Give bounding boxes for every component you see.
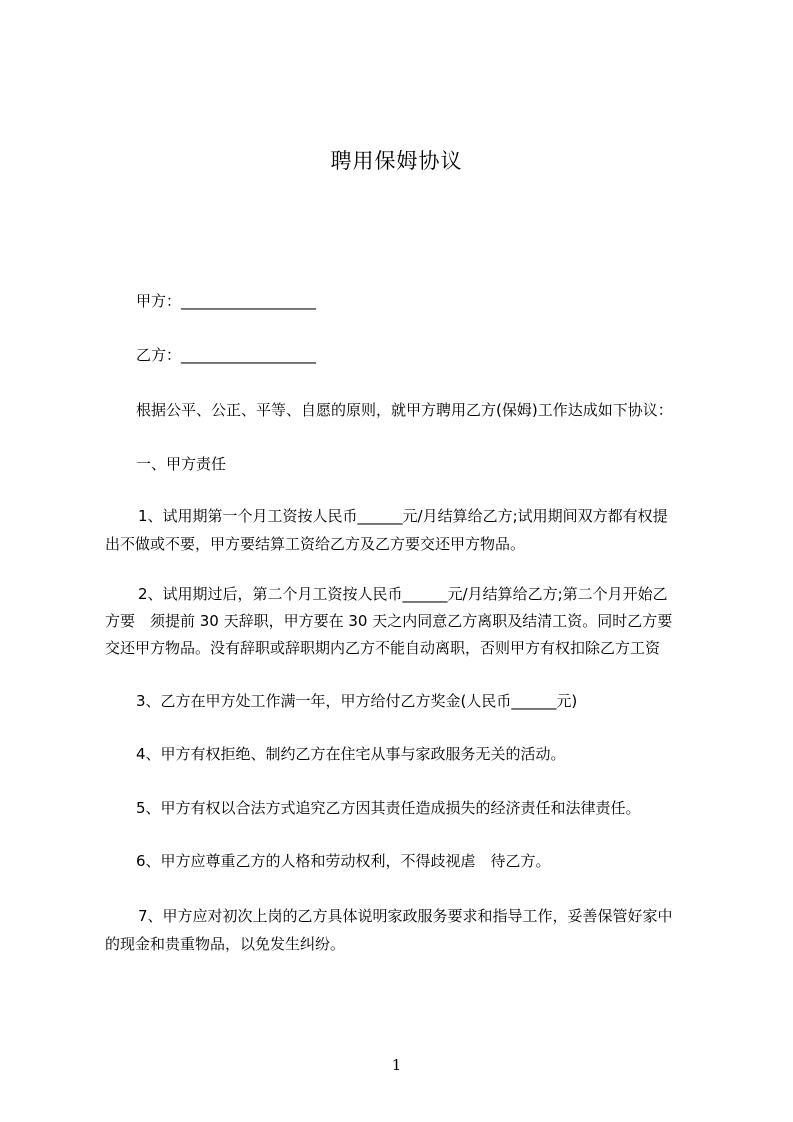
- page-number: 1: [391, 1056, 402, 1074]
- clause-4-line-1: 4、甲方有权拒绝、制约乙方在住宅从事与家政服务无关的活动。: [136, 745, 566, 763]
- clause-2-line-3: 交还甲方物品。没有辞职或辞职期内乙方不能自动离职，否则甲方有权扣除乙方工资: [105, 639, 661, 657]
- intro-paragraph: 根据公平、公正、平等、自愿的原则，就甲方聘用乙方(保姆)工作达成如下协议：: [136, 401, 673, 419]
- clause-3-line-1: 3、乙方在甲方处工作满一年，甲方给付乙方奖金(人民币______元): [136, 692, 578, 710]
- party-b-line: 乙方：__________________: [136, 346, 317, 364]
- clause-2-line-2: 方要 须提前 30 天辞职，甲方要在 30 天之内同意乙方离职及结清工资。同时乙方要: [105, 612, 673, 630]
- clause-6-line-1: 6、甲方应尊重乙方的人格和劳动权利，不得歧视虐 待乙方。: [136, 852, 551, 870]
- document-title: 聘用保姆协议: [330, 149, 463, 173]
- clause-7-line-1: 7、甲方应对初次上岗的乙方具体说明家政服务要求和指导工作，妥善保管好家中: [138, 907, 673, 925]
- clause-1-line-2: 出不做或不要，甲方要结算工资给乙方及乙方要交还甲方物品。: [105, 535, 526, 553]
- party-a-line: 甲方：__________________: [136, 292, 317, 310]
- section-heading-party-a-duties: 一、甲方责任: [136, 455, 227, 473]
- clause-1-line-1: 1、试用期第一个月工资按人民币______元/月结算给乙方;试用期间双方都有权提: [138, 507, 668, 525]
- clause-2-line-1: 2、试用期过后，第二个月工资按人民币______元/月结算给乙方;第二个月开始乙: [138, 585, 668, 603]
- clause-7-line-2: 的现金和贵重物品，以免发生纠纷。: [105, 935, 346, 953]
- clause-5-line-1: 5、甲方有权以合法方式追究乙方因其责任造成损失的经济责任和法律责任。: [136, 799, 641, 817]
